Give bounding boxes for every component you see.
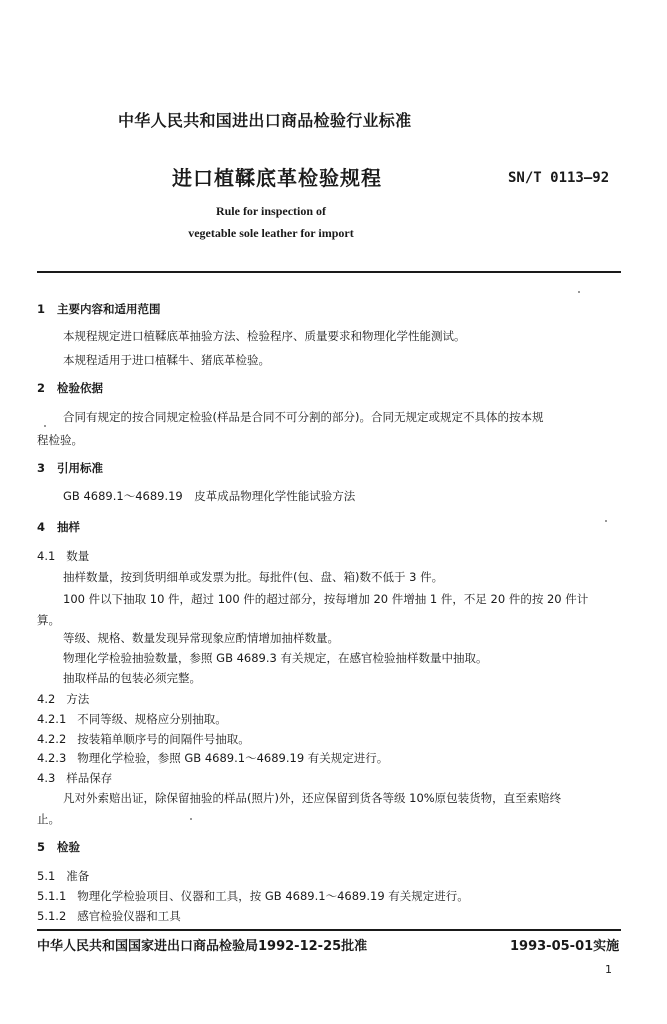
section-4-2-2 (37, 732, 250, 746)
section-5-1-2-number: 5.1.2 (37, 909, 67, 923)
section-3-reference: GB 4689.1～4689.19 皮革成品物理化学性能试验方法 (63, 489, 356, 503)
footer-divider (37, 929, 621, 931)
section-4-title: 抽样 (57, 520, 81, 534)
section-4-2-2-text: 按装箱单顺序号的间隔件号抽取。 (77, 732, 250, 746)
section-5-1-1-text: 物理化学检验项目、仪器和工具，按 GB 4689.1～4689.19 有关规定进行。 (77, 889, 469, 903)
implementation-date: 1993-05-01实施 (510, 939, 620, 954)
section-1-number: 1 (37, 302, 46, 316)
scan-speck (605, 520, 607, 522)
section-4-2-number: 4.2 (37, 692, 56, 706)
section-4-1-paragraph-2-line2: 算。 (37, 613, 60, 627)
section-5-1-number: 5.1 (37, 869, 56, 883)
section-4-2-2-number: 4.2.2 (37, 732, 67, 746)
section-2-title: 检验依据 (57, 381, 104, 395)
standard-code: SN/T 0113—92 (508, 170, 610, 186)
section-4-3-heading (37, 771, 112, 785)
section-4-2-1 (37, 712, 227, 726)
section-4-2-1-text: 不同等级、规格应分别抽取。 (77, 712, 227, 726)
section-1-heading (37, 302, 161, 316)
section-5-1-2 (37, 909, 181, 923)
section-4-number: 4 (37, 520, 46, 534)
section-2-paragraph-line2: 程检验。 (37, 433, 83, 447)
section-4-3-number: 4.3 (37, 771, 56, 785)
section-5-number: 5 (37, 840, 46, 854)
section-4-1-paragraph-1: 抽样数量，按到货明细单或发票为批。每批件(包、盘、箱)数不低于 3 件。 (63, 570, 444, 584)
section-1-paragraph-1: 本规程规定进口植鞣底革抽验方法、检验程序、质量要求和物理化学性能测试。 (63, 329, 466, 343)
section-5-title: 检验 (57, 840, 81, 854)
scan-speck (190, 818, 192, 820)
english-title-line2: vegetable sole leather for import (188, 226, 354, 240)
section-4-2-heading (37, 692, 89, 706)
industry-standard-heading: 中华人民共和国进出口商品检验行业标准 (118, 111, 412, 130)
section-4-2-3 (37, 751, 388, 765)
page-number: 1 (605, 963, 612, 976)
section-4-2-3-text: 物理化学检验，参照 GB 4689.1～4689.19 有关规定进行。 (77, 751, 389, 765)
section-3-heading (37, 461, 103, 475)
section-4-1-paragraph-2-line1: 100 件以下抽取 10 件，超过 100 件的超过部分，按每增加 20 件增抽 1 件，不足 20 件的按 20 件计 (63, 592, 589, 606)
section-4-1-paragraph-4: 物理化学检验抽验数量，参照 GB 4689.3 有关规定，在感官检验抽样数量中抽取。 (63, 651, 488, 665)
section-1-title: 主要内容和适用范围 (57, 302, 161, 316)
section-3-number: 3 (37, 461, 46, 475)
section-4-1-title: 数量 (66, 549, 90, 563)
section-4-1-heading (37, 549, 89, 563)
section-5-heading (37, 840, 80, 854)
section-5-1-1 (37, 889, 469, 903)
section-4-2-3-number: 4.2.3 (37, 751, 67, 765)
section-4-3-paragraph-line2: 止。 (37, 812, 60, 826)
section-5-1-heading (37, 869, 89, 883)
section-4-1-paragraph-3: 等级、规格、数量发现异常现象应酌情增加抽样数量。 (63, 631, 339, 645)
english-title-line1: Rule for inspection of (215, 204, 327, 218)
section-3-title: 引用标准 (57, 461, 104, 475)
section-4-1-number: 4.1 (37, 549, 56, 563)
section-2-paragraph-line1: 合同有规定的按合同规定检验(样品是合同不可分割的部分)。合同无规定或规定不具体的按本规 (63, 410, 544, 424)
scan-speck (44, 425, 46, 427)
scan-speck (578, 291, 580, 293)
section-4-3-paragraph-line1: 凡对外索赔出证，除保留抽验的样品(照片)外，还应保留到货各等级 10%原包装货物，直至索赔终 (63, 791, 562, 805)
section-4-2-title: 方法 (66, 692, 90, 706)
section-5-1-1-number: 5.1.1 (37, 889, 67, 903)
approval-statement: 中华人民共和国国家进出口商品检验局1992-12-25批准 (37, 939, 368, 954)
section-1-paragraph-2: 本规程适用于进口植鞣牛、猪底革检验。 (63, 353, 270, 367)
section-5-1-2-text: 感官检验仪器和工具 (77, 909, 181, 923)
section-2-heading (37, 381, 103, 395)
document-title: 进口植鞣底革检验规程 (172, 166, 382, 190)
section-4-heading (37, 520, 80, 534)
section-4-3-title: 样品保存 (66, 771, 113, 785)
header-divider (37, 271, 621, 273)
section-5-1-title: 准备 (66, 869, 90, 883)
section-4-2-1-number: 4.2.1 (37, 712, 67, 726)
section-4-1-paragraph-5: 抽取样品的包装必须完整。 (63, 671, 201, 685)
section-2-number: 2 (37, 381, 46, 395)
